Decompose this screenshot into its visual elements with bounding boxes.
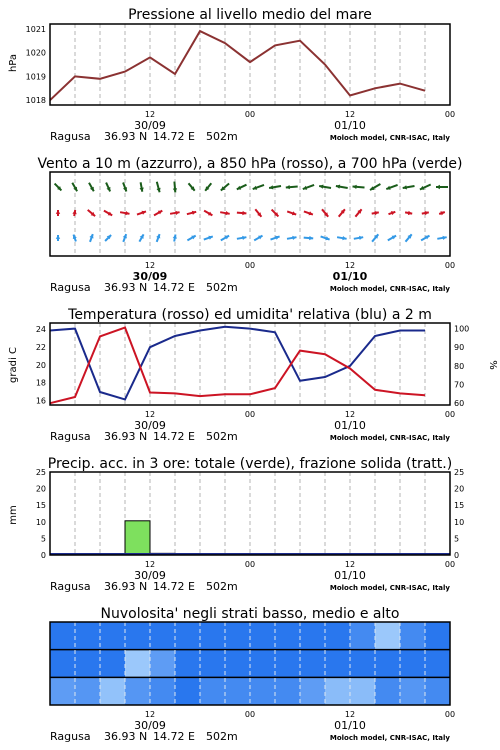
cloud-cell (75, 650, 101, 678)
temperature-y-tick: 20 (35, 360, 46, 370)
precipitation-y-tick: 0 (454, 551, 460, 560)
temperature-title: Temperatura (rosso) ed umidita' relativa (blu) a 2 m (68, 307, 432, 323)
humidity-ylabel: % (487, 360, 498, 370)
cloud-cell (225, 650, 251, 678)
time-tick: 00 (444, 261, 456, 270)
location-lon: 14.72 E (153, 130, 195, 143)
precipitation-y-tick: 5 (40, 534, 46, 544)
pressure-x-ticks (145, 110, 455, 119)
precipitation-y-tick: 15 (454, 501, 465, 511)
precipitation-y-tick: 0 (40, 551, 46, 560)
humidity-y-tick: 60 (454, 399, 465, 409)
date-label: 01/10 (334, 719, 366, 732)
precipitation-x-ticks (145, 560, 455, 569)
temperature-panel (8, 307, 498, 443)
time-tick: 12 (344, 560, 356, 569)
location-name: Ragusa (50, 130, 91, 143)
wind-x-ticks (145, 261, 455, 270)
pressure-title: Pressione al livello medio del mare (128, 7, 372, 23)
location-name: Ragusa (50, 730, 91, 743)
wind-arrow-head (309, 236, 313, 240)
location-lat: 36.93 N (104, 580, 148, 593)
humidity-line (50, 327, 425, 400)
precipitation-y-tick: 15 (35, 501, 46, 511)
location-name: Ragusa (50, 580, 91, 593)
model-credit: Moloch model, CNR-ISAC, Italy (329, 434, 450, 442)
time-tick: 00 (244, 710, 256, 719)
date-label: 30/09 (134, 119, 166, 132)
time-tick: 12 (144, 110, 156, 119)
precipitation-panel (8, 456, 464, 593)
cloud-cell (100, 650, 126, 678)
temperature-line (50, 328, 425, 404)
cloud-cell (150, 650, 176, 678)
cloud-info (50, 719, 450, 743)
pressure-y-tick: 1020 (25, 48, 46, 58)
model-credit: Moloch model, CNR-ISAC, Italy (329, 285, 450, 293)
time-tick: 12 (344, 110, 356, 119)
date-label: 30/09 (132, 270, 168, 283)
cloud-cell (350, 650, 376, 678)
location-lon: 14.72 E (153, 580, 195, 593)
cloud-cell (300, 622, 326, 650)
temperature-y-ticks (36, 325, 46, 405)
cloud-cell (375, 650, 401, 678)
precipitation-y-tick: 20 (454, 484, 465, 494)
pressure-y-tick: 1021 (25, 24, 46, 34)
humidity-y-tick: 100 (454, 324, 470, 334)
cloud-cell (325, 650, 351, 678)
cloud-cell (175, 622, 201, 650)
cloud-cell (275, 650, 301, 678)
humidity-y-tick: 70 (454, 380, 465, 390)
time-tick: 12 (144, 710, 156, 719)
wind-arrow-head (56, 235, 60, 239)
cloud-cell (75, 677, 101, 705)
model-credit: Moloch model, CNR-ISAC, Italy (329, 734, 450, 742)
humidity-y-tick: 90 (454, 343, 465, 353)
cloud-cell (200, 677, 226, 705)
cloud-cell (75, 622, 101, 650)
cloud-cell (50, 622, 76, 650)
location-lat: 36.93 N (104, 430, 148, 443)
cloud-x-ticks (145, 710, 455, 719)
wind-title: Vento a 10 m (azzurro), a 850 hPa (rosso), a 700 hPa (verde) (37, 156, 463, 172)
wind-arrow-head (242, 211, 246, 215)
temperature-ylabel: gradi C (8, 347, 19, 383)
location-lon: 14.72 E (153, 430, 195, 443)
time-tick: 00 (444, 560, 456, 569)
cloud-cell (50, 650, 76, 678)
time-tick: 12 (144, 410, 156, 419)
cloud-cell (175, 677, 201, 705)
cloud-cell (375, 622, 401, 650)
precipitation-bar (125, 521, 150, 555)
time-tick: 00 (244, 560, 256, 569)
time-tick: 12 (344, 710, 356, 719)
cloud-panel (50, 606, 455, 743)
precipitation-title: Precip. acc. in 3 ore: totale (verde), frazione solida (tratt.) (47, 456, 453, 472)
temperature-y-tick: 22 (35, 343, 46, 353)
location-lat: 36.93 N (104, 281, 148, 294)
location-alt: 502m (206, 281, 238, 294)
precipitation-ylabel: mm (8, 505, 19, 525)
pressure-y-tick: 1018 (25, 96, 46, 106)
cloud-cell (200, 650, 226, 678)
pressure-ylabel: hPa (8, 53, 19, 73)
location-lon: 14.72 E (153, 281, 195, 294)
cloud-cell (250, 622, 276, 650)
location-alt: 502m (206, 430, 238, 443)
wind-panel (37, 156, 462, 294)
wind-info (50, 270, 450, 294)
cloud-title: Nuvolosita' negli strati basso, medio e alto (100, 606, 400, 622)
precipitation-y-tick: 5 (454, 534, 460, 544)
cloud-cell (300, 677, 326, 705)
location-alt: 502m (206, 580, 238, 593)
location-name: Ragusa (50, 281, 91, 294)
cloud-cell (150, 677, 176, 705)
time-tick: 00 (244, 110, 256, 119)
pressure-panel (8, 7, 455, 143)
time-tick: 12 (144, 560, 156, 569)
cloud-cell (300, 650, 326, 678)
time-tick: 00 (244, 261, 256, 270)
cloud-cell (400, 677, 426, 705)
date-label: 30/09 (134, 419, 166, 432)
cloud-cell (425, 650, 451, 678)
cloud-cell (125, 622, 151, 650)
precipitation-y-tick: 25 (454, 468, 465, 477)
cloud-cell (200, 622, 226, 650)
cloud-cell (250, 677, 276, 705)
precipitation-bars (125, 521, 175, 555)
temperature-y-tick: 18 (35, 378, 46, 388)
precipitation-info (50, 569, 450, 593)
temperature-info (50, 419, 450, 443)
time-tick: 12 (344, 410, 356, 419)
date-label: 01/10 (334, 119, 366, 132)
pressure-grid (75, 24, 425, 105)
cloud-cell (125, 650, 151, 678)
location-alt: 502m (206, 730, 238, 743)
temperature-x-ticks (145, 410, 455, 419)
cloud-cell (275, 622, 301, 650)
model-credit: Moloch model, CNR-ISAC, Italy (329, 134, 450, 142)
temperature-y-tick: 24 (35, 325, 46, 335)
humidity-y-tick: 80 (454, 361, 465, 371)
location-lon: 14.72 E (153, 730, 195, 743)
wind-arrow-head (173, 188, 177, 192)
cloud-cell (400, 650, 426, 678)
location-alt: 502m (206, 130, 238, 143)
cloud-cell (100, 622, 126, 650)
time-tick: 00 (444, 110, 456, 119)
cloud-cell (275, 677, 301, 705)
wind-arrow-head (286, 185, 290, 189)
model-credit: Moloch model, CNR-ISAC, Italy (329, 584, 450, 592)
date-label: 30/09 (134, 719, 166, 732)
cloud-cell (225, 677, 251, 705)
pressure-line (50, 31, 425, 100)
pressure-y-tick: 1019 (25, 72, 46, 82)
precipitation-y-tick: 20 (35, 484, 46, 494)
location-name: Ragusa (50, 430, 91, 443)
time-tick: 00 (444, 410, 456, 419)
wind-arrow-head (56, 210, 60, 214)
humidity-y-ticks (454, 325, 469, 409)
cloud-cell (100, 677, 126, 705)
precipitation-y-ticks-left (36, 468, 46, 560)
cloud-cell (400, 622, 426, 650)
cloud-cell (425, 677, 451, 705)
location-lat: 36.93 N (104, 730, 148, 743)
cloud-cell (250, 650, 276, 678)
cloud-cell (325, 677, 351, 705)
cloud-cell (375, 677, 401, 705)
wind-arrow-head (353, 185, 357, 189)
cloud-cell (150, 622, 176, 650)
pressure-y-ticks (26, 25, 46, 105)
time-tick: 12 (144, 261, 156, 270)
date-label: 01/10 (334, 569, 366, 582)
cloud-cell (350, 677, 376, 705)
wind-arrow-head (436, 185, 440, 189)
cloud-cell (125, 677, 151, 705)
cloud-cell (425, 622, 451, 650)
cloud-cell (350, 622, 376, 650)
precipitation-y-tick: 10 (454, 517, 465, 527)
temperature-y-tick: 16 (35, 396, 46, 406)
date-label: 30/09 (134, 569, 166, 582)
pressure-frame (50, 24, 450, 105)
cloud-cell (175, 650, 201, 678)
time-tick: 12 (344, 261, 356, 270)
precipitation-y-tick: 25 (35, 468, 46, 477)
time-tick: 00 (244, 410, 256, 419)
wind-arrows (55, 182, 448, 242)
date-label: 01/10 (332, 270, 368, 283)
cloud-cell (325, 622, 351, 650)
date-label: 01/10 (334, 419, 366, 432)
precipitation-y-ticks-right (454, 468, 464, 560)
location-lat: 36.93 N (104, 130, 148, 143)
time-tick: 00 (444, 710, 456, 719)
cloud-cell (50, 677, 76, 705)
precipitation-y-tick: 10 (35, 517, 46, 527)
cloud-cell (225, 622, 251, 650)
pressure-info (50, 119, 450, 143)
